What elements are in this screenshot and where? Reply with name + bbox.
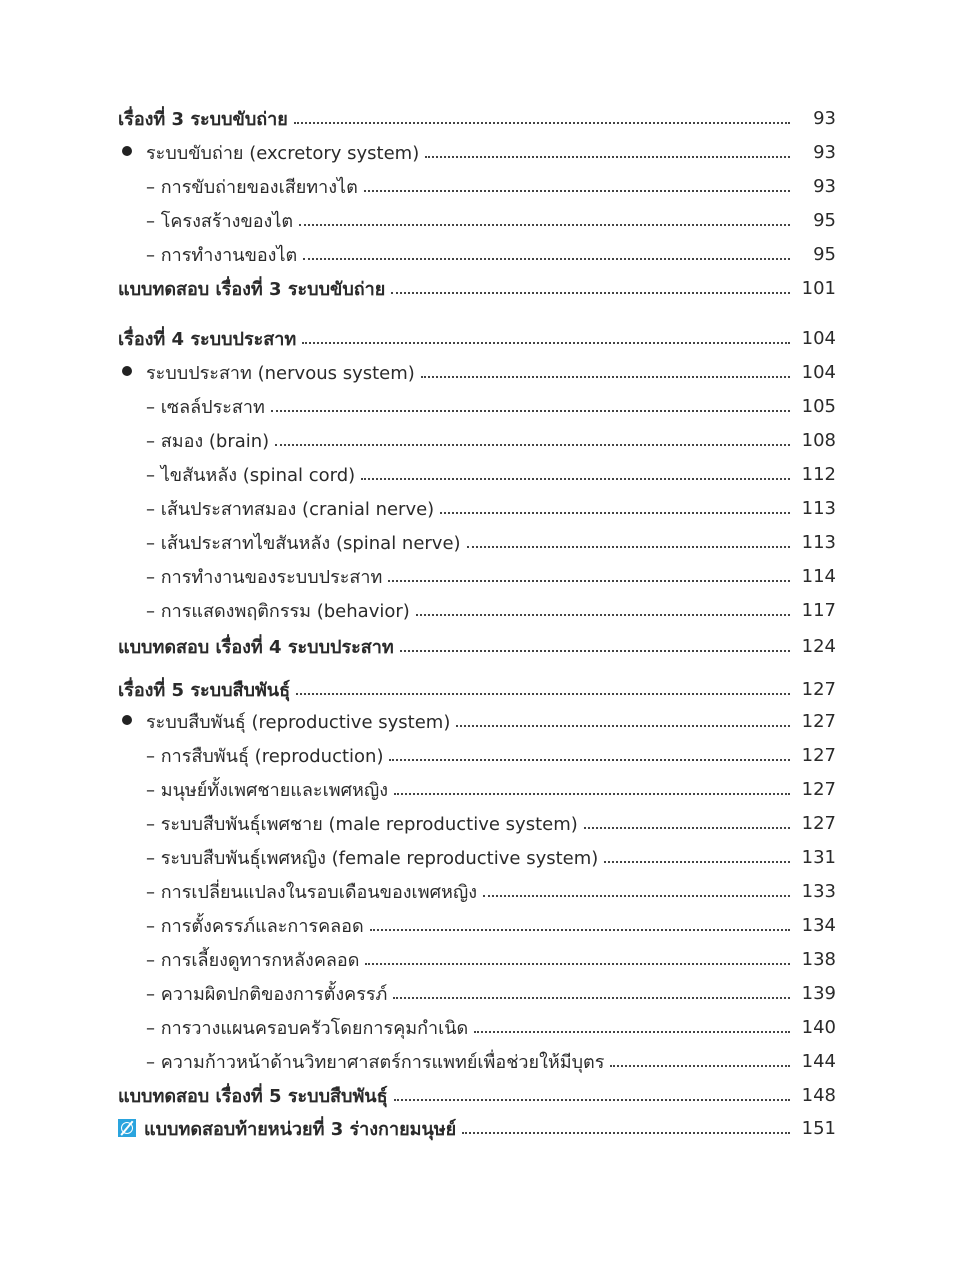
toc-entry-sub	[118, 1046, 836, 1076]
dot-leader	[584, 827, 790, 829]
dot-leader	[462, 1132, 790, 1134]
toc-entry-page: 127	[801, 710, 836, 732]
toc-entry-title: – การสืบพันธุ์ (reproduction)	[146, 745, 384, 767]
toc-entry-page: 113	[801, 497, 836, 519]
toc-entry-sub	[118, 527, 836, 557]
toc-entry-page: 139	[801, 982, 836, 1004]
toc-entry-page: 138	[801, 948, 836, 970]
toc-entry-sub	[118, 842, 836, 872]
toc-entry-title: เรื่องที่ 5 ระบบสืบพันธุ์	[118, 679, 291, 701]
toc-entry-title: แบบทดสอบ เรื่องที่ 3 ระบบขับถ่าย	[118, 278, 386, 300]
toc-entry-page: 133	[801, 880, 836, 902]
toc-entry-page: 93	[813, 175, 836, 197]
toc-entry-title: – การตั้งครรภ์และการคลอด	[146, 915, 364, 937]
toc-entry-sub	[118, 595, 836, 625]
toc-entry-page: 127	[801, 778, 836, 800]
dot-leader	[416, 614, 790, 616]
toc-entry-title: – เส้นประสาทสมอง (cranial nerve)	[146, 498, 435, 520]
toc-entry-sub	[118, 774, 836, 804]
dot-leader	[364, 190, 790, 192]
toc-entry-title: – เซลล์ประสาท	[146, 396, 265, 418]
toc-entry-title: – มนุษย์ทั้งเพศชายและเพศหญิง	[146, 779, 389, 801]
toc-entry-title: – การเลี้ยงดูทารกหลังคลอด	[146, 949, 360, 971]
toc-entry-page: 101	[801, 277, 836, 299]
toc-entry-sub	[118, 493, 836, 523]
toc-entry-page: 113	[801, 531, 836, 553]
toc-entry-title: เรื่องที่ 3 ระบบขับถ่าย	[118, 108, 288, 130]
toc-entry-chapter	[118, 674, 836, 704]
toc-entry-page: 108	[801, 429, 836, 451]
toc-entry-title: แบบทดสอบ เรื่องที่ 4 ระบบประสาท	[118, 636, 394, 658]
toc-entry-title: แบบทดสอบท้ายหน่วยที่ 3 ร่างกายมนุษย์	[144, 1118, 457, 1140]
toc-entry-page: 112	[801, 463, 836, 485]
test-icon	[118, 1119, 136, 1137]
toc-entry-page: 131	[801, 846, 836, 868]
toc-entry-title: – เส้นประสาทไขสันหลัง (spinal nerve)	[146, 532, 461, 554]
dot-leader	[361, 478, 790, 480]
toc-entry-title: – ความก้าวหน้าด้านวิทยาศาสตร์การแพทย์เพื่อช่วยให้มีบุตร	[146, 1051, 605, 1073]
dot-leader	[440, 512, 790, 514]
toc-entry-sub	[118, 808, 836, 838]
toc-entry-page: 140	[801, 1016, 836, 1038]
toc-entry-page: 114	[801, 565, 836, 587]
toc-entry-title: – โครงสร้างของไต	[146, 210, 294, 232]
toc-entry-title: ระบบสืบพันธุ์ (reproductive system)	[146, 711, 451, 733]
toc-entry-title: – การทำงานของไต	[146, 244, 298, 266]
dot-leader	[299, 224, 790, 226]
dot-leader	[610, 1065, 790, 1067]
dot-leader	[389, 759, 790, 761]
bullet-icon	[122, 366, 132, 376]
bullet-icon	[122, 146, 132, 156]
toc-entry-title: – การขับถ่ายของเสียทางไต	[146, 176, 358, 198]
bullet-icon	[122, 715, 132, 725]
toc-entry-page: 117	[801, 599, 836, 621]
dot-leader	[296, 693, 790, 695]
toc-entry-page: 134	[801, 914, 836, 936]
toc-entry-sub	[118, 910, 836, 940]
toc-entry-page: 127	[801, 812, 836, 834]
dot-leader	[391, 292, 790, 294]
toc-entry-page: 127	[801, 744, 836, 766]
toc-entry-page: 104	[801, 327, 836, 349]
dot-leader	[421, 376, 790, 378]
toc-entry-page: 95	[813, 209, 836, 231]
toc-entry-page: 124	[801, 635, 836, 657]
toc-entry-chapter	[118, 323, 836, 353]
dot-leader	[483, 895, 790, 897]
toc-entry-sub	[118, 740, 836, 770]
toc-entry-title: เรื่องที่ 4 ระบบประสาท	[118, 328, 297, 350]
toc-entry-sub	[118, 171, 836, 201]
toc-entry-title: ระบบประสาท (nervous system)	[146, 362, 415, 384]
dot-leader	[400, 650, 790, 652]
toc-entry-page: 93	[813, 141, 836, 163]
toc-entry-title: – สมอง (brain)	[146, 430, 270, 452]
dot-leader	[388, 580, 790, 582]
toc-entry-page: 151	[801, 1117, 836, 1139]
toc-entry-title: – ไขสันหลัง (spinal cord)	[146, 464, 356, 486]
dot-leader	[302, 342, 790, 344]
dot-leader	[474, 1031, 790, 1033]
dot-leader	[425, 156, 790, 158]
dot-leader	[365, 963, 790, 965]
toc-entry-sub	[118, 1012, 836, 1042]
toc-entry-title: – การวางแผนครอบครัวโดยการคุมกำเนิด	[146, 1017, 469, 1039]
toc-entry-title: – ระบบสืบพันธุ์เพศหญิง (female reproductive system)	[146, 847, 599, 869]
toc-entry-sub	[118, 944, 836, 974]
dot-leader	[604, 861, 790, 863]
toc-entry-page: 95	[813, 243, 836, 265]
toc-entry-sub	[118, 205, 836, 235]
toc-entry-sub	[118, 561, 836, 591]
dot-leader	[294, 122, 790, 124]
toc-entry-bullet	[118, 137, 836, 167]
dot-leader	[467, 546, 790, 548]
toc-entry-page: 105	[801, 395, 836, 417]
toc-entry-page: 144	[801, 1050, 836, 1072]
toc-entry-sub	[118, 876, 836, 906]
dot-leader	[394, 793, 790, 795]
toc-entry-final	[118, 1113, 836, 1143]
toc-entry-sub	[118, 391, 836, 421]
toc-entry-title: – ความผิดปกติของการตั้งครรภ์	[146, 983, 388, 1005]
dot-leader	[393, 997, 790, 999]
toc-entry-page: 104	[801, 361, 836, 383]
dot-leader	[456, 725, 790, 727]
dot-leader	[394, 1099, 790, 1101]
toc-entry-title: – การเปลี่ยนแปลงในรอบเดือนของเพศหญิง	[146, 881, 477, 903]
dot-leader	[275, 444, 790, 446]
toc-entry-test	[118, 1080, 836, 1110]
toc-entry-sub	[118, 239, 836, 269]
toc-entry-test	[118, 631, 836, 661]
toc-entry-title: – การแสดงพฤติกรรม (behavior)	[146, 600, 410, 622]
toc-entry-page: 148	[801, 1084, 836, 1106]
toc-entry-title: ระบบขับถ่าย (excretory system)	[146, 142, 420, 164]
toc-entry-title: – การทำงานของระบบประสาท	[146, 566, 383, 588]
toc-entry-chapter	[118, 103, 836, 133]
toc-entry-page: 127	[801, 678, 836, 700]
toc-entry-page: 93	[813, 107, 836, 129]
toc-entry-sub	[118, 459, 836, 489]
dot-leader	[303, 258, 790, 260]
toc-entry-test	[118, 273, 836, 303]
toc-entry-title: – ระบบสืบพันธุ์เพศชาย (male reproductive system)	[146, 813, 578, 835]
toc-entry-bullet	[118, 357, 836, 387]
toc-entry-bullet	[118, 706, 836, 736]
toc-entry-title: แบบทดสอบ เรื่องที่ 5 ระบบสืบพันธุ์	[118, 1085, 388, 1107]
dot-leader	[370, 929, 790, 931]
dot-leader	[271, 410, 790, 412]
toc-entry-sub	[118, 425, 836, 455]
toc-entry-sub	[118, 978, 836, 1008]
